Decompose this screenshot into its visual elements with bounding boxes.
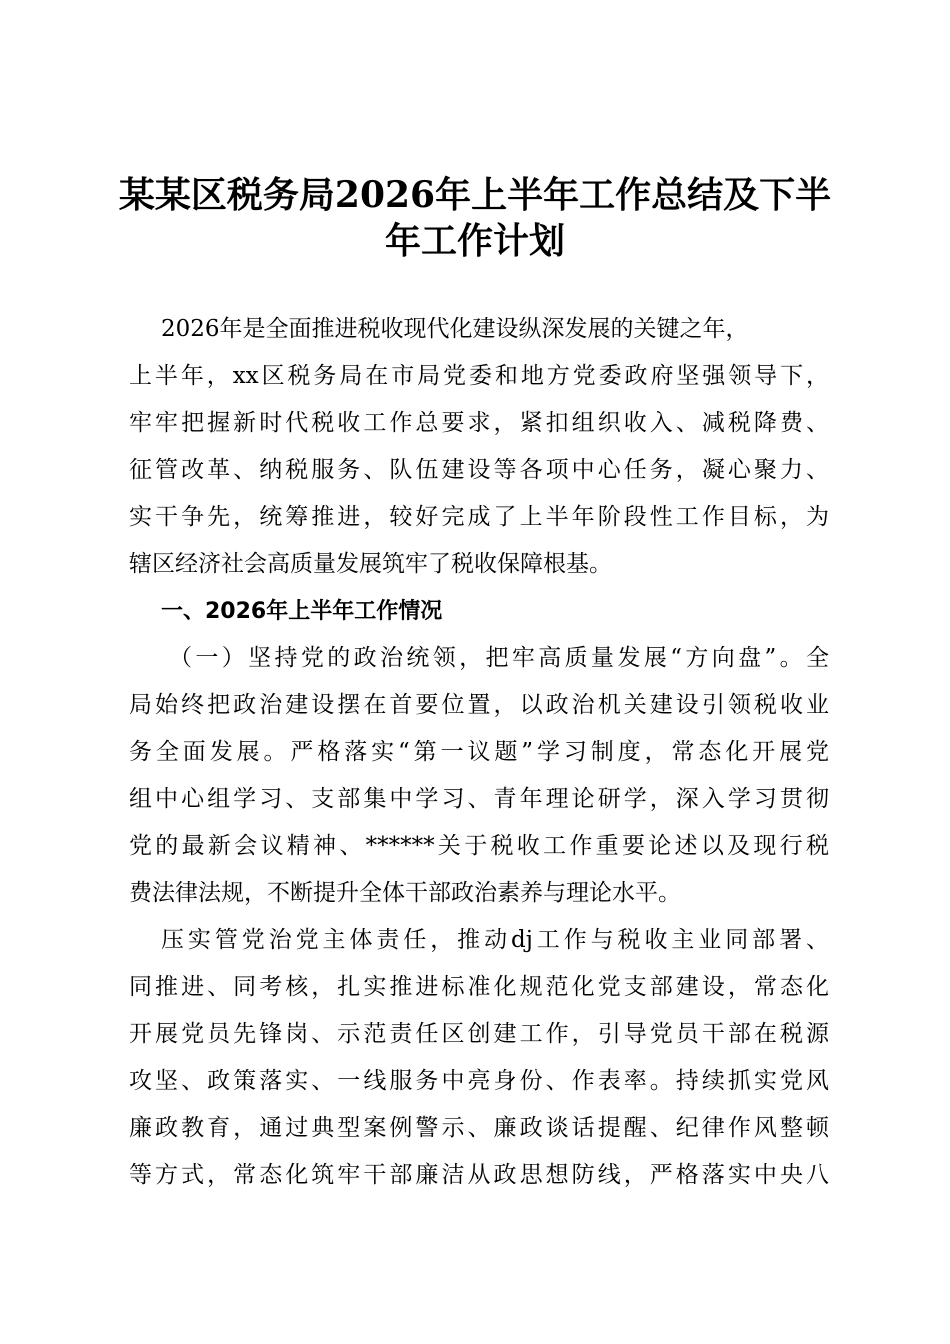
section-heading: 一、2026年上半年工作情况 xyxy=(161,599,443,624)
text-line: （一）坚持党的政治统领，把牢高质量发展“方向盘”。全 xyxy=(169,645,829,671)
text-line: 费法律法规，不断提升全体干部政治素养与理论水平。 xyxy=(129,880,681,906)
text-line: 辖区经济社会高质量发展筑牢了税收保障根基。 xyxy=(129,551,612,577)
paragraph-1 xyxy=(129,635,829,917)
text-line: 实干争先，统筹推进，较好完成了上半年阶段性工作目标，为 xyxy=(129,504,829,530)
text-line: 牢牢把握新时代税收工作总要求，紧扣组织收入、减税降费、 xyxy=(129,410,829,436)
text-line: 2026年是全面推进税收现代化建设纵深发展的关键之年， xyxy=(161,316,749,342)
document-title-line-2: 年工作计划 xyxy=(384,220,565,262)
text-line: 等方式，常态化筑牢干部廉洁从政思想防线，严格落实中央八 xyxy=(129,1162,829,1188)
text-line: 廉政教育，通过典型案例警示、廉政谈话提醒、纪律作风整顿 xyxy=(129,1115,829,1141)
text-line: 党的最新会议精神、******关于税收工作重要论述以及现行税 xyxy=(129,833,829,859)
text-line: 压实管党治党主体责任，推动dj工作与税收主业同部署、 xyxy=(161,927,829,953)
text-line: 组中心组学习、支部集中学习、青年理论研学，深入学习贯彻 xyxy=(129,786,829,812)
paragraph-2 xyxy=(129,917,829,1199)
text-line: 同推进、同考核，扎实推进标准化规范化党支部建设，常态化 xyxy=(129,974,829,1000)
text-line: 局始终把政治建设摆在首要位置，以政治机关建设引领税收业 xyxy=(129,692,829,718)
text-line: 征管改革、纳税服务、队伍建设等各项中心任务，凝心聚力、 xyxy=(129,457,829,483)
text-line: 上半年，xx区税务局在市局党委和地方党委政府坚强领导下， xyxy=(129,363,829,389)
document-title-line-1: 某某区税务局2026年上半年工作总结及下半 xyxy=(118,174,832,216)
text-line: 开展党员先锋岗、示范责任区创建工作，引导党员干部在税源 xyxy=(129,1021,829,1047)
text-line: 攻坚、政策落实、一线服务中亮身份、作表率。持续抓实党风 xyxy=(129,1068,829,1094)
text-line: 务全面发展。严格落实“第一议题”学习制度，常态化开展党 xyxy=(129,739,829,765)
intro-paragraph xyxy=(129,306,829,588)
document-body xyxy=(129,306,829,1199)
